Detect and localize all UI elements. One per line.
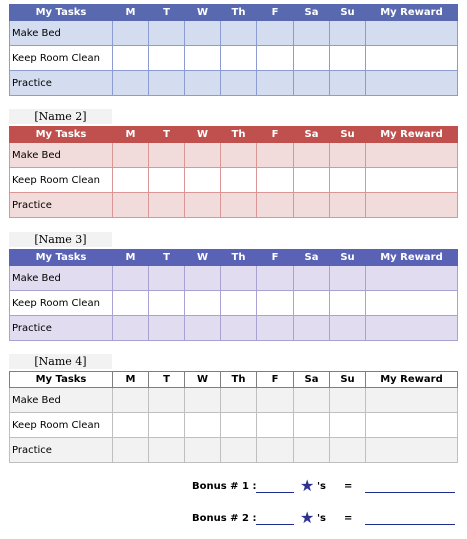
check-cell[interactable]: [185, 143, 221, 168]
check-cell[interactable]: [113, 193, 149, 218]
reward-cell[interactable]: [366, 46, 458, 71]
table-row: [10, 143, 458, 168]
header-day-su: Su: [330, 5, 366, 21]
header-day-m: M: [113, 127, 149, 143]
task-label: Practice: [10, 316, 113, 341]
reward-cell[interactable]: [366, 168, 458, 193]
check-cell[interactable]: [149, 143, 185, 168]
header-day-f: F: [257, 372, 294, 388]
header-my-reward: My Reward: [366, 5, 458, 21]
check-cell[interactable]: [221, 413, 257, 438]
check-cell[interactable]: [221, 266, 257, 291]
check-cell[interactable]: [257, 168, 294, 193]
chore-chart-3: [9, 249, 458, 341]
bonus-count-field[interactable]: [256, 524, 294, 525]
header-my-reward: My Reward: [366, 250, 458, 266]
header-day-su: Su: [330, 127, 366, 143]
stars-suffix: 's: [317, 481, 327, 492]
check-cell[interactable]: [149, 193, 185, 218]
check-cell[interactable]: [330, 266, 366, 291]
task-label: Make Bed: [10, 388, 113, 413]
table-row: [10, 21, 458, 46]
check-cell[interactable]: [185, 388, 221, 413]
bonus-row-1: [0, 478, 467, 498]
check-cell[interactable]: [113, 438, 149, 463]
task-label: Keep Room Clean: [10, 168, 113, 193]
table-row: [10, 291, 458, 316]
star-icon: ★: [300, 508, 315, 527]
check-cell[interactable]: [294, 71, 330, 96]
check-cell[interactable]: [149, 413, 185, 438]
check-cell[interactable]: [294, 21, 330, 46]
check-cell[interactable]: [221, 438, 257, 463]
task-label: Make Bed: [10, 266, 113, 291]
check-cell[interactable]: [113, 71, 149, 96]
header-day-sa: Sa: [294, 5, 330, 21]
check-cell[interactable]: [113, 46, 149, 71]
reward-cell[interactable]: [366, 193, 458, 218]
header-day-f: F: [257, 5, 294, 21]
check-cell[interactable]: [257, 21, 294, 46]
header-day-t: T: [149, 127, 185, 143]
check-cell[interactable]: [294, 291, 330, 316]
name-label-4[interactable]: [Name 4]: [9, 354, 112, 369]
check-cell[interactable]: [149, 438, 185, 463]
check-cell[interactable]: [221, 71, 257, 96]
task-label: Practice: [10, 193, 113, 218]
check-cell[interactable]: [330, 413, 366, 438]
header-my-tasks: My Tasks: [10, 5, 113, 21]
check-cell[interactable]: [221, 291, 257, 316]
name-label-2[interactable]: [Name 2]: [9, 109, 112, 124]
header-day-w: W: [185, 5, 221, 21]
check-cell[interactable]: [221, 316, 257, 341]
check-cell[interactable]: [149, 21, 185, 46]
check-cell[interactable]: [149, 46, 185, 71]
bonus-label: Bonus # 2 :: [192, 513, 257, 524]
bonus-reward-field[interactable]: [365, 492, 455, 493]
bonus-reward-field[interactable]: [365, 524, 455, 525]
check-cell[interactable]: [113, 168, 149, 193]
check-cell[interactable]: [221, 143, 257, 168]
check-cell[interactable]: [257, 316, 294, 341]
check-cell[interactable]: [294, 46, 330, 71]
check-cell[interactable]: [257, 413, 294, 438]
chore-chart-4: [9, 371, 458, 463]
check-cell[interactable]: [330, 168, 366, 193]
equals-sign: =: [344, 481, 353, 492]
reward-cell[interactable]: [366, 438, 458, 463]
reward-cell[interactable]: [366, 71, 458, 96]
header-day-th: Th: [221, 250, 257, 266]
header-day-th: Th: [221, 372, 257, 388]
chore-chart-2: [9, 126, 458, 218]
reward-cell[interactable]: [366, 21, 458, 46]
header-day-m: M: [113, 250, 149, 266]
header-day-m: M: [113, 372, 149, 388]
check-cell[interactable]: [221, 168, 257, 193]
task-label: Make Bed: [10, 143, 113, 168]
check-cell[interactable]: [257, 46, 294, 71]
check-cell[interactable]: [330, 143, 366, 168]
header-day-sa: Sa: [294, 372, 330, 388]
reward-cell[interactable]: [366, 316, 458, 341]
header-day-th: Th: [221, 5, 257, 21]
check-cell[interactable]: [294, 438, 330, 463]
header-day-t: T: [149, 5, 185, 21]
check-cell[interactable]: [185, 266, 221, 291]
check-cell[interactable]: [185, 21, 221, 46]
stars-suffix: 's: [317, 513, 327, 524]
check-cell[interactable]: [330, 71, 366, 96]
check-cell[interactable]: [257, 266, 294, 291]
table-row: [10, 413, 458, 438]
check-cell[interactable]: [149, 168, 185, 193]
header-day-t: T: [149, 250, 185, 266]
header-day-sa: Sa: [294, 250, 330, 266]
check-cell[interactable]: [149, 388, 185, 413]
check-cell[interactable]: [257, 193, 294, 218]
check-cell[interactable]: [113, 143, 149, 168]
header-row: [10, 127, 458, 143]
header-day-t: T: [149, 372, 185, 388]
check-cell[interactable]: [185, 168, 221, 193]
header-row: [10, 250, 458, 266]
check-cell[interactable]: [149, 291, 185, 316]
equals-sign: =: [344, 513, 353, 524]
reward-cell[interactable]: [366, 291, 458, 316]
table-row: [10, 168, 458, 193]
check-cell[interactable]: [221, 388, 257, 413]
task-label: Keep Room Clean: [10, 46, 113, 71]
header-day-th: Th: [221, 127, 257, 143]
check-cell[interactable]: [294, 168, 330, 193]
check-cell[interactable]: [294, 316, 330, 341]
header-day-su: Su: [330, 372, 366, 388]
check-cell[interactable]: [113, 316, 149, 341]
task-label: Practice: [10, 438, 113, 463]
bonus-label: Bonus # 1 :: [192, 481, 257, 492]
header-my-tasks: My Tasks: [10, 250, 113, 266]
table-row: [10, 266, 458, 291]
task-label: Make Bed: [10, 21, 113, 46]
reward-cell[interactable]: [366, 413, 458, 438]
task-label: Keep Room Clean: [10, 413, 113, 438]
header-day-w: W: [185, 250, 221, 266]
star-icon: ★: [300, 476, 315, 495]
check-cell[interactable]: [294, 413, 330, 438]
bonus-row-2: [0, 510, 467, 530]
check-cell[interactable]: [221, 21, 257, 46]
header-day-m: M: [113, 5, 149, 21]
check-cell[interactable]: [221, 193, 257, 218]
check-cell[interactable]: [185, 193, 221, 218]
header-my-reward: My Reward: [366, 372, 458, 388]
check-cell[interactable]: [257, 71, 294, 96]
header-row: [10, 5, 458, 21]
table-row: [10, 316, 458, 341]
table-row: [10, 193, 458, 218]
check-cell[interactable]: [330, 316, 366, 341]
check-cell[interactable]: [185, 316, 221, 341]
check-cell[interactable]: [113, 266, 149, 291]
reward-cell[interactable]: [366, 266, 458, 291]
reward-cell[interactable]: [366, 388, 458, 413]
check-cell[interactable]: [294, 193, 330, 218]
table-row: [10, 46, 458, 71]
check-cell[interactable]: [330, 46, 366, 71]
header-my-tasks: My Tasks: [10, 127, 113, 143]
check-cell[interactable]: [330, 438, 366, 463]
header-day-w: W: [185, 127, 221, 143]
check-cell[interactable]: [221, 46, 257, 71]
check-cell[interactable]: [257, 143, 294, 168]
check-cell[interactable]: [185, 71, 221, 96]
table-row: [10, 71, 458, 96]
check-cell[interactable]: [294, 388, 330, 413]
check-cell[interactable]: [113, 21, 149, 46]
header-day-w: W: [185, 372, 221, 388]
chore-chart-1: [9, 4, 458, 96]
check-cell[interactable]: [257, 388, 294, 413]
bonus-count-field[interactable]: [256, 492, 294, 493]
check-cell[interactable]: [294, 143, 330, 168]
header-day-f: F: [257, 250, 294, 266]
check-cell[interactable]: [113, 413, 149, 438]
header-my-tasks: My Tasks: [10, 372, 113, 388]
check-cell[interactable]: [113, 291, 149, 316]
header-day-su: Su: [330, 250, 366, 266]
check-cell[interactable]: [185, 291, 221, 316]
header-day-f: F: [257, 127, 294, 143]
check-cell[interactable]: [149, 266, 185, 291]
check-cell[interactable]: [185, 413, 221, 438]
check-cell[interactable]: [330, 388, 366, 413]
check-cell[interactable]: [330, 21, 366, 46]
check-cell[interactable]: [185, 46, 221, 71]
check-cell[interactable]: [185, 438, 221, 463]
check-cell[interactable]: [330, 193, 366, 218]
check-cell[interactable]: [113, 388, 149, 413]
task-label: Practice: [10, 71, 113, 96]
table-row: [10, 438, 458, 463]
check-cell[interactable]: [149, 316, 185, 341]
check-cell[interactable]: [330, 291, 366, 316]
header-row: [10, 372, 458, 388]
table-row: [10, 388, 458, 413]
check-cell[interactable]: [257, 291, 294, 316]
header-day-sa: Sa: [294, 127, 330, 143]
reward-cell[interactable]: [366, 143, 458, 168]
name-label-3[interactable]: [Name 3]: [9, 232, 112, 247]
task-label: Keep Room Clean: [10, 291, 113, 316]
header-my-reward: My Reward: [366, 127, 458, 143]
check-cell[interactable]: [294, 266, 330, 291]
check-cell[interactable]: [149, 71, 185, 96]
check-cell[interactable]: [257, 438, 294, 463]
